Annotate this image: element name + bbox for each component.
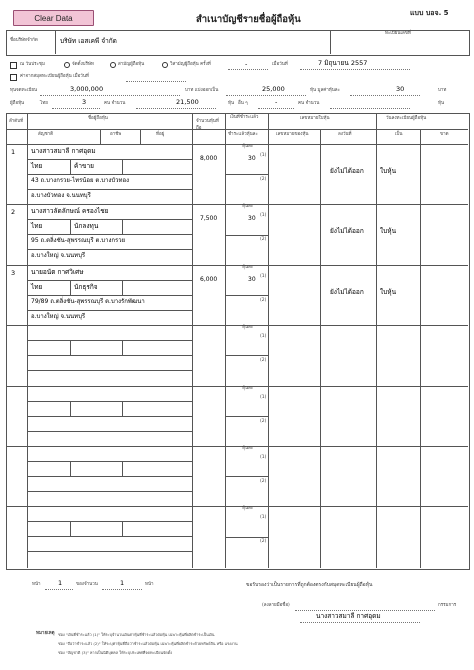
note-1: ช่อง "เงินที่ชำระแล้ว (1)" ให้ระบุจำนวนเงินค่าหุ้นที่ชำระแล้วต่อหุ้น เฉพาะหุ้นที่ผลิตชำระเป็นเงิน bbox=[58, 632, 215, 637]
of-label: ของจำนวน bbox=[76, 582, 98, 587]
holder-nationality[interactable]: ไทย bbox=[31, 222, 43, 231]
capital-label: ทุนจดทะเบียน bbox=[10, 88, 38, 93]
capital-value[interactable]: 3,000,000 bbox=[70, 85, 104, 93]
thai-shares-label: คน จำนวน bbox=[104, 101, 126, 106]
name-cell-line bbox=[27, 536, 192, 537]
name-cell-line bbox=[27, 370, 192, 371]
cert-status[interactable]: ยังไม่ได้ออก bbox=[330, 167, 364, 175]
establish-radio[interactable] bbox=[64, 62, 70, 68]
other-shares-word: หุ้น bbox=[438, 101, 445, 106]
name-cell-line bbox=[27, 431, 192, 432]
note-label: หมายเหตุ bbox=[36, 631, 55, 636]
page-label: หน้า bbox=[32, 582, 41, 587]
name-cell-line bbox=[27, 461, 192, 462]
register-checkbox[interactable] bbox=[10, 74, 17, 81]
name-cell-line bbox=[27, 159, 192, 160]
occupation-divider bbox=[122, 219, 123, 234]
name-cell-line bbox=[27, 551, 192, 552]
meeting-date[interactable]: 7 มิถุนายน 2557 bbox=[318, 59, 368, 67]
paid-note-2: (2) bbox=[260, 237, 267, 243]
col-occupation: อาชีพ bbox=[110, 132, 122, 137]
shares-value[interactable]: 25,000 bbox=[262, 85, 285, 93]
row-divider bbox=[6, 265, 468, 266]
holder-address-1[interactable]: 79/89 ถ.ตลิ่งชัน-สุพรรณบุรี ต.บางรักพัฒนา bbox=[31, 297, 145, 305]
paid-note-1: (1) bbox=[260, 334, 267, 340]
col-nationality: สัญชาติ bbox=[38, 132, 54, 137]
name-cell-line bbox=[27, 310, 192, 311]
other-shares-label: คน จำนวน bbox=[298, 101, 320, 106]
occupation-divider bbox=[122, 461, 123, 476]
meeting-date-checkbox[interactable] bbox=[10, 62, 17, 69]
thai-count[interactable]: 3 bbox=[82, 98, 87, 106]
page-no[interactable]: 1 bbox=[58, 579, 63, 587]
per-share-label: หุ้นละ bbox=[242, 446, 254, 451]
row-divider bbox=[6, 325, 468, 326]
col-address: ที่อยู่ bbox=[156, 132, 165, 137]
per-share-label: หุ้นละ bbox=[242, 325, 254, 331]
holder-name[interactable]: นางสาวลัดลักษณ์ ครองไชย bbox=[31, 207, 109, 216]
per-share-label: หุ้นละ bbox=[242, 506, 254, 512]
paid-note-1: (1) bbox=[260, 455, 267, 460]
col-cert: เลขหมายใบหุ้น bbox=[300, 116, 330, 121]
shares-held[interactable]: 6,000 bbox=[200, 275, 218, 283]
thai-shares-word: หุ้น bbox=[228, 101, 235, 106]
per-share-label: หุ้นละ bbox=[242, 264, 254, 270]
occupation-divider bbox=[122, 401, 123, 416]
reg-no-label: ทะเบียนเลขที่ bbox=[385, 31, 411, 36]
name-cell-line bbox=[27, 521, 192, 522]
col-cert-date: ลงวันที่ bbox=[338, 132, 352, 137]
paid-note-1: (1) bbox=[260, 213, 267, 219]
paid-note-1: (1) bbox=[260, 153, 267, 158]
paid-cell-line bbox=[225, 537, 268, 538]
name-cell-line bbox=[27, 340, 192, 341]
holder-address-1[interactable]: 95 ถ.ตลิ่งชัน-สุพรรณบุรี ต.บางกรวย bbox=[31, 237, 126, 245]
form-code: แบบ บอจ. 5 bbox=[410, 9, 449, 17]
name-cell-line bbox=[27, 234, 192, 235]
paid-per-share[interactable]: 30 bbox=[248, 155, 256, 162]
other-label: อื่น ๆ bbox=[238, 101, 248, 106]
paid-cell-line bbox=[225, 416, 268, 417]
holder-occupation[interactable]: ค้าขาย bbox=[74, 162, 94, 170]
col-cert-no: เลขหมายของหุ้น bbox=[276, 132, 309, 137]
name-cell-line bbox=[27, 416, 192, 417]
other-count[interactable]: - bbox=[275, 98, 278, 106]
nationality-divider bbox=[70, 401, 71, 416]
paid-note-1: (1) bbox=[260, 273, 267, 279]
sign-label: (ลงลายมือชื่อ) bbox=[262, 603, 290, 608]
note-2: ช่อง "ถือว่าชำระแล้ว (2)" ให้ระบุค่าหุ้นที่ถือว่าชำระแล้วต่อหุ้น เฉพาะหุ้นที่ผลิตชำระด้วยทรัพย์สิน หรือ แรงงาน bbox=[58, 641, 238, 646]
paid-note-2: (2) bbox=[260, 177, 267, 182]
holder-name[interactable]: นางสาวสมาลี กาศอุดม bbox=[31, 147, 96, 155]
col-paid: เงินที่ชำระแล้ว bbox=[230, 115, 259, 120]
opt-establish-label: จัดตั้งบริษัท bbox=[72, 62, 94, 67]
paid-cell-line bbox=[225, 295, 268, 296]
shares-held[interactable]: 8,000 bbox=[200, 155, 218, 162]
name-cell-line bbox=[27, 219, 192, 220]
certify-text: ขอรับรองว่าเป็นรายการที่ถูกต้องตรงกับสมุดทะเบียนผู้ถือหุ้น bbox=[246, 582, 373, 588]
paid-cell-line bbox=[225, 174, 268, 175]
row-divider bbox=[6, 446, 468, 447]
paid-cell-line bbox=[225, 476, 268, 477]
registered-as[interactable]: ใบหุ้น bbox=[380, 287, 397, 296]
registered-as[interactable]: ใบหุ้น bbox=[380, 167, 397, 175]
name-cell-line bbox=[27, 280, 192, 281]
col-register-yes: เป็น bbox=[395, 132, 403, 137]
signer-name[interactable]: นางสาวสมาลี กาศอุดม bbox=[316, 612, 381, 620]
paid-note-2: (2) bbox=[260, 539, 267, 545]
paid-note-2: (2) bbox=[260, 297, 267, 303]
name-cell-line bbox=[27, 295, 192, 296]
paid-note-2: (2) bbox=[260, 479, 267, 484]
capital-baht-label: บาท แบ่งออกเป็น bbox=[185, 88, 219, 93]
opt-ordinary-label: สามัญผู้ถือหุ้น bbox=[118, 62, 145, 67]
occupation-divider bbox=[122, 521, 123, 536]
clear-data-button[interactable]: Clear Data bbox=[13, 10, 94, 26]
occupation-divider bbox=[122, 280, 123, 295]
date-label: เมื่อวันที่ bbox=[272, 62, 288, 67]
registered-as[interactable]: ใบหุ้น bbox=[380, 227, 397, 236]
holder-address-2[interactable]: อ.บางใหญ่ จ.นนทบุรี bbox=[31, 252, 86, 260]
col-name: ชื่อผู้ถือหุ้น bbox=[88, 116, 108, 121]
name-cell-line bbox=[27, 476, 192, 477]
total-pages[interactable]: 1 bbox=[120, 579, 125, 587]
paid-note-1: (1) bbox=[260, 515, 267, 521]
nationality-divider bbox=[70, 461, 71, 476]
holders-label: ผู้ถือหุ้น bbox=[10, 101, 25, 106]
holder-occupation[interactable]: นักธุรกิจ bbox=[74, 282, 98, 291]
opt-extraordinary-label: วิสามัญผู้ถือหุ้น ครั้งที่ bbox=[170, 62, 211, 67]
name-cell-line bbox=[27, 491, 192, 492]
holder-nationality[interactable]: ไทย bbox=[31, 282, 43, 291]
row-divider bbox=[6, 204, 468, 205]
paid-per-share[interactable]: 30 bbox=[248, 275, 256, 283]
row-number[interactable]: 2 bbox=[11, 208, 16, 217]
col-order: ลำดับที่ bbox=[9, 119, 24, 124]
paid-note-2: (2) bbox=[260, 418, 267, 424]
thai-label: ไทย bbox=[40, 101, 48, 106]
name-cell-line bbox=[27, 189, 192, 190]
paid-per-share[interactable]: 30 bbox=[248, 215, 256, 223]
occupation-divider bbox=[122, 340, 123, 355]
thai-shares[interactable]: 21,500 bbox=[176, 98, 199, 106]
name-cell-line bbox=[27, 174, 192, 175]
extraordinary-radio[interactable] bbox=[162, 62, 168, 68]
nationality-divider bbox=[70, 219, 71, 234]
name-cell-line bbox=[27, 355, 192, 356]
occupation-divider bbox=[122, 159, 123, 174]
col-shares: จำนวนหุ้นที่ถือ bbox=[196, 119, 219, 132]
pages-label: หน้า bbox=[145, 582, 154, 587]
nationality-divider bbox=[70, 340, 71, 355]
col-register-no: ขาด bbox=[440, 132, 449, 137]
row-number[interactable]: 3 bbox=[11, 268, 16, 277]
cert-status[interactable]: ยังไม่ได้ออก bbox=[330, 227, 364, 236]
opt-meeting-label: ณ วันประชุม bbox=[20, 62, 45, 67]
paid-cell-line bbox=[225, 355, 268, 356]
par-value[interactable]: 30 bbox=[396, 85, 405, 93]
company-label: ชื่อบริษัทจำกัด bbox=[10, 38, 38, 43]
paid-note-2: (2) bbox=[260, 358, 267, 364]
shares-held[interactable]: 7,500 bbox=[200, 215, 218, 223]
holder-address-1[interactable]: 43 ถ.บางกรวย-ไทรน้อย ต.บางบัวทอง bbox=[31, 177, 129, 184]
col-register: วันลงทะเบียนผู้ถือหุ้น bbox=[386, 116, 427, 121]
holder-address-2[interactable]: อ.บางใหญ่ จ.นนทบุรี bbox=[31, 312, 86, 320]
holder-occupation[interactable]: นักลงทุน bbox=[74, 222, 99, 231]
cert-status[interactable]: ยังไม่ได้ออก bbox=[330, 287, 364, 296]
nationality-divider bbox=[70, 521, 71, 536]
per-share-label: หุ้นละ bbox=[242, 204, 254, 210]
row-number[interactable]: 1 bbox=[11, 148, 16, 156]
note-3: ช่อง "สัญชาติ (3)" หากเป็นนิติบุคคล ให้ระบุประเทศที่จดทะเบียนจัดตั้ง bbox=[58, 650, 173, 655]
opt-register-label: ค่าจากสมุดทะเบียนผู้ถือหุ้น เมื่อวันที่ bbox=[20, 74, 89, 79]
paid-cell-line bbox=[225, 235, 268, 236]
form-title: สำเนาบัญชีรายชื่อผู้ถือหุ้น bbox=[196, 14, 301, 25]
par-baht-label: บาท bbox=[438, 88, 447, 93]
holder-address-2[interactable]: อ.บางบัวทอง จ.นนทบุรี bbox=[31, 192, 91, 199]
director-label: กรรมการ bbox=[438, 603, 457, 608]
row-divider bbox=[6, 506, 468, 507]
nationality-divider bbox=[70, 280, 71, 295]
holder-name[interactable]: นายอนัต กาศวิเศษ bbox=[31, 267, 84, 276]
name-cell-line bbox=[27, 401, 192, 402]
name-cell-line bbox=[27, 249, 192, 250]
per-share-label: หุ้นละ bbox=[242, 385, 254, 391]
row-divider bbox=[6, 386, 468, 387]
holder-nationality[interactable]: ไทย bbox=[31, 162, 43, 170]
company-name[interactable]: บริษัท เอสเคพี จำกัด bbox=[60, 37, 117, 45]
par-label: หุ้น มูลค่าหุ้นละ bbox=[310, 88, 340, 93]
col-paid-per-share: ชำระแล้วหุ้นละ bbox=[228, 132, 258, 137]
per-share-label: หุ้นละ bbox=[242, 144, 254, 149]
paid-note-1: (1) bbox=[260, 394, 267, 400]
nationality-divider bbox=[70, 159, 71, 174]
ordinary-radio[interactable] bbox=[110, 62, 116, 68]
meeting-no[interactable]: - bbox=[245, 60, 248, 68]
